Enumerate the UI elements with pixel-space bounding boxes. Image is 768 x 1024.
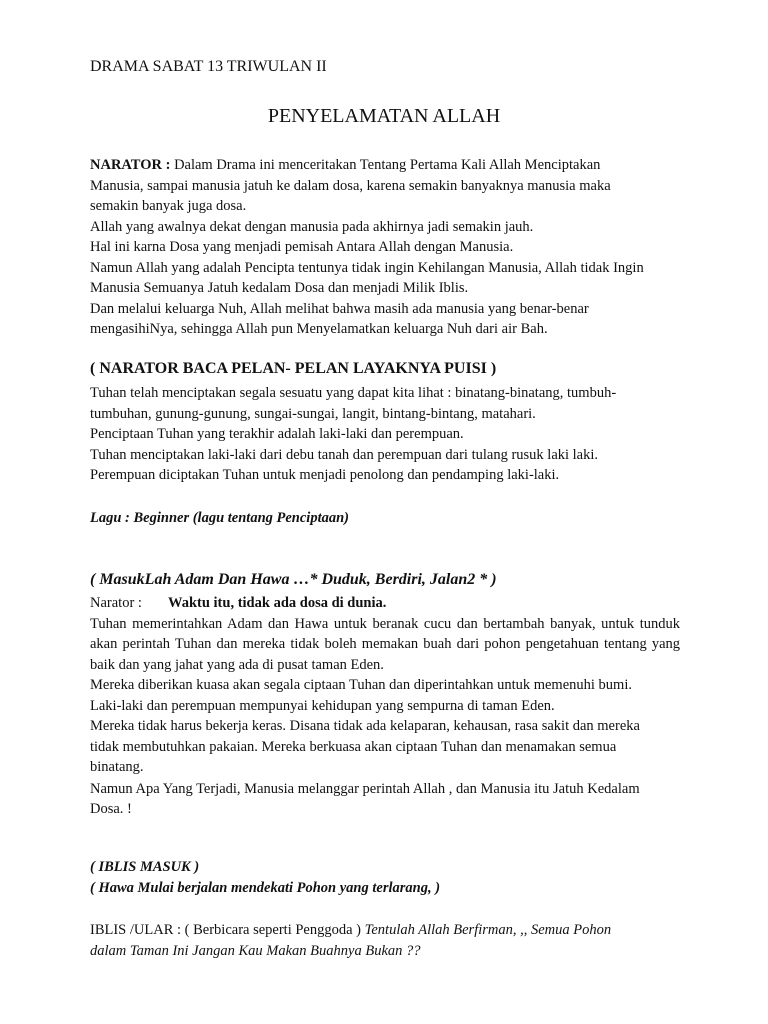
iblis-dialogue-line xyxy=(90,920,680,941)
poem-line: Penciptaan Tuhan yang terakhir adalah laki-laki dan perempuan. xyxy=(90,426,464,442)
document-title: PENYELAMATAN ALLAH xyxy=(267,105,501,127)
adam-line: Laki-laki dan perempuan mempunyai kehidupan yang sempurna di taman Eden. xyxy=(90,697,555,714)
intro-line: NARATOR : Dalam Drama ini menceritakan Tentang Pertama Kali Allah Menciptakan xyxy=(90,157,601,173)
adam-paragraph: Tuhan memerintahkan Adam dan Hawa untuk beranak cucu dan bertambah banyak, untuk tunduk akan perintah Tuhan dan mereka tidak boleh memakan buah dari pohon pengetahuan tentang yang baik dan yang jahat yang ada di pusat taman Eden. xyxy=(90,615,680,673)
hawa-direction: ( Hawa Mulai berjalan mendekati Pohon yang terlarang, ) xyxy=(90,880,441,896)
poem-heading: ( NARATOR BACA PELAN- PELAN LAYAKNYA PUISI ) xyxy=(90,360,497,377)
adam-line: Dosa. ! xyxy=(90,801,132,817)
iblis-enter: ( IBLIS MASUK ) xyxy=(90,859,200,875)
poem-line: Tuhan menciptakan laki-laki dari debu tanah dan perempuan dari tulang rusuk laki laki. xyxy=(90,446,599,463)
adam-line: tidak membutuhkan pakaian. Mereka berkuasa akan ciptaan Tuhan dan menamakan semua xyxy=(90,738,617,755)
poem-section xyxy=(90,383,680,486)
narrator-label: NARATOR : xyxy=(90,157,171,173)
adam-line: binatang. xyxy=(90,759,144,775)
intro-line: mengasihiNya, sehingga Allah pun Menyelamatkan keluarga Nuh dari air Bah. xyxy=(90,321,548,337)
adam-line: Namun Apa Yang Terjadi, Manusia melanggar perintah Allah , dan Manusia itu Jatuh Kedalam xyxy=(90,780,640,797)
intro-line: Manusia, sampai manusia jatuh ke dalam dosa, karena semakin banyaknya manusia maka xyxy=(90,177,611,194)
narrator-speech: Waktu itu, tidak ada dosa di dunia. xyxy=(168,595,387,611)
intro-line: Dan melalui keluarga Nuh, Allah melihat bahwa masih ada manusia yang benar-benar xyxy=(90,300,589,317)
iblis-speaker: IBLIS /ULAR : ( Berbicara seperti Penggoda ) xyxy=(90,922,361,938)
intro-line: Hal ini karna Dosa yang menjadi pemisah Antara Allah dengan Manusia. xyxy=(90,239,514,255)
adam-line: Mereka tidak harus bekerja keras. Disana tidak ada kelaparan, kehausan, rasa sakit dan mereka xyxy=(90,718,640,734)
intro-line: semakin banyak juga dosa. xyxy=(90,198,247,214)
song-line: Lagu : Beginner (lagu tentang Penciptaan) xyxy=(90,510,350,526)
poem-line: Perempuan diciptakan Tuhan untuk menjadi penolong dan pendamping laki-laki. xyxy=(90,467,560,483)
iblis-dialogue xyxy=(90,920,680,961)
adam-heading: ( MasukLah Adam Dan Hawa …* Duduk, Berdiri, Jalan2 * ) xyxy=(90,571,497,588)
poem-line: tumbuhan, gunung-gunung, sungai-sungai, langit, bintang-bintang, matahari. xyxy=(90,405,536,422)
iblis-speech: Tentulah Allah Berfirman, ,, Semua Pohon xyxy=(364,922,612,938)
adam-line: Mereka diberikan kuasa akan segala ciptaan Tuhan dan diperintahkan untuk memenuhi bumi. xyxy=(90,677,632,693)
narrator-speech-line xyxy=(90,593,680,614)
intro-line: Namun Allah yang adalah Pencipta tentunya tidak ingin Kehilangan Manusia, Allah tidak Ingin xyxy=(90,259,644,276)
intro-section xyxy=(90,155,680,340)
intro-line: Allah yang awalnya dekat dengan manusia pada akhirnya jadi semakin jauh. xyxy=(90,218,534,235)
iblis-dialogue-line: dalam Taman Ini Jangan Kau Makan Buahnya Bukan ?? xyxy=(90,942,421,959)
poem-line: Tuhan telah menciptakan segala sesuatu yang dapat kita lihat : binatang-binatang, tumbuh- xyxy=(90,385,617,401)
adam-section xyxy=(90,593,680,820)
intro-line: Manusia Semuanya Jatuh kedalam Dosa dan menjadi Milik Iblis. xyxy=(90,280,469,296)
document-header: DRAMA SABAT 13 TRIWULAN II xyxy=(90,58,327,75)
narrator-speaker: Narator : xyxy=(90,595,142,611)
